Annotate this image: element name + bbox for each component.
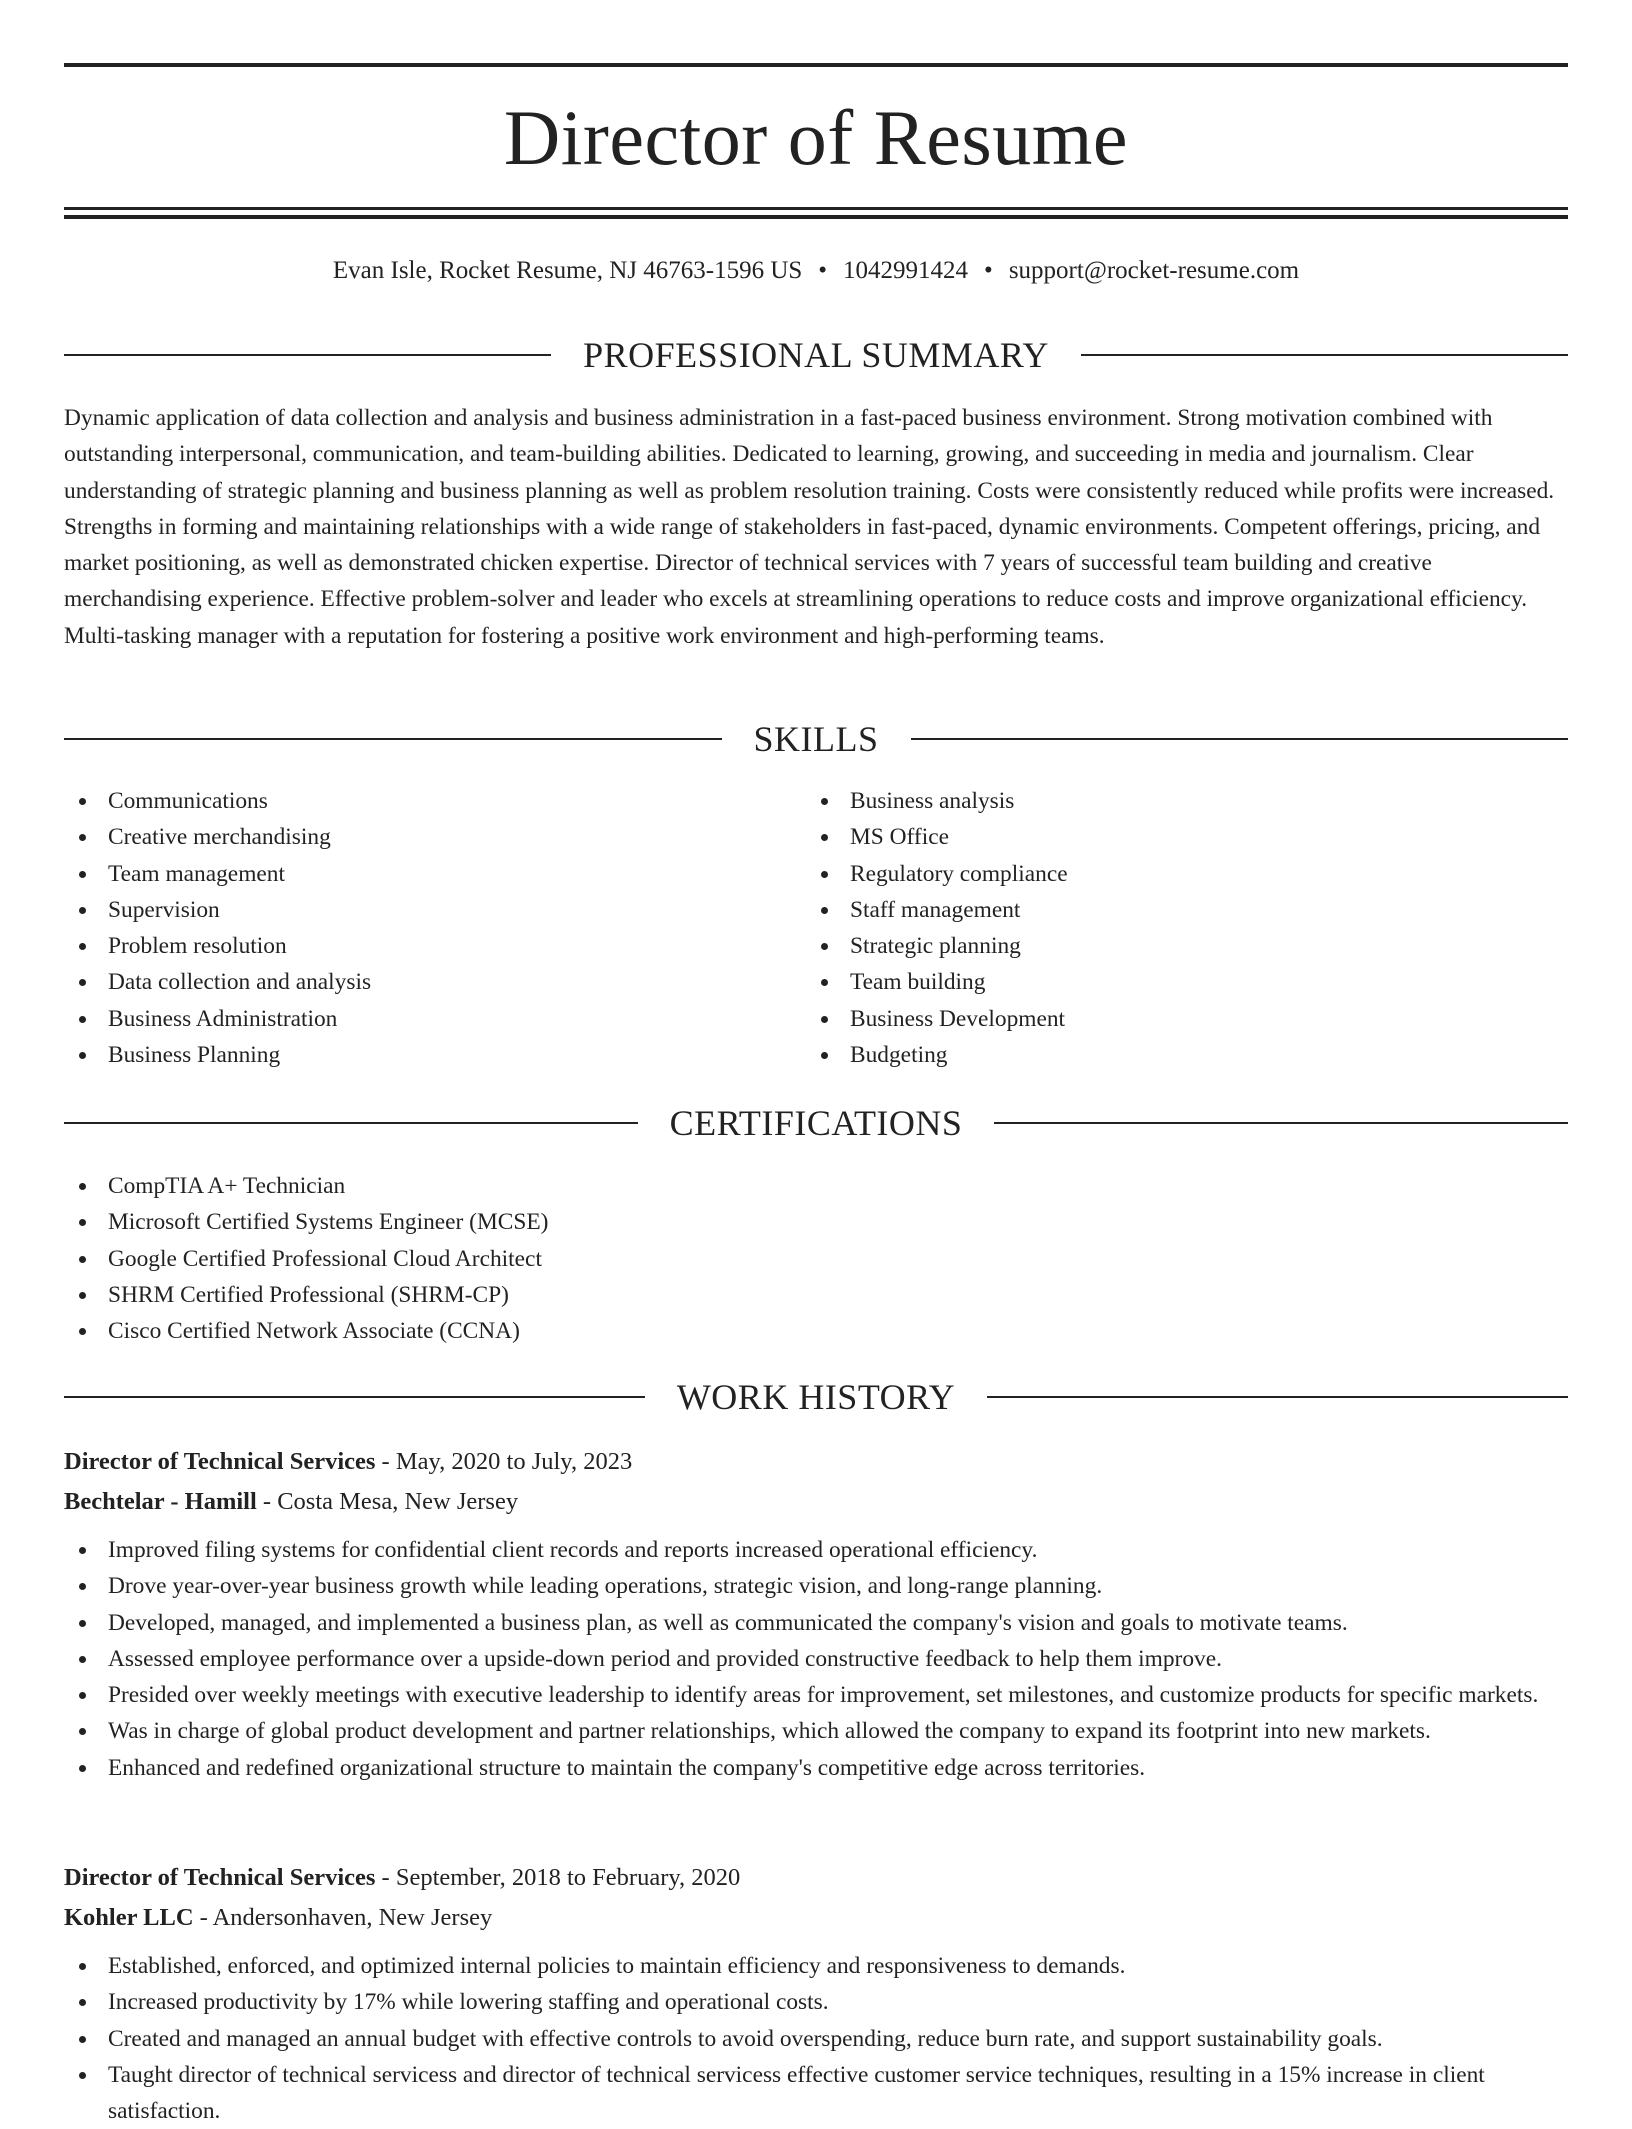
job-bullet: Improved filing systems for confidential client records and reports increased operational efficiency. — [64, 1532, 1568, 1568]
job-entry — [64, 1442, 1568, 1786]
section-rule — [64, 1122, 638, 1124]
certifications-list — [64, 1168, 1568, 1349]
skills-column-right — [806, 783, 1546, 1073]
section-title: SKILLS — [753, 719, 879, 759]
job-bullets — [64, 1532, 1568, 1786]
certification-item: SHRM Certified Professional (SHRM-CP) — [64, 1277, 1568, 1313]
contact-email: support@rocket-resume.com — [1008, 257, 1300, 284]
job-bullet: Established, enforced, and optimized internal policies to maintain efficiency and responsiveness to demands. — [64, 1948, 1568, 1984]
skill-item: Data collection and analysis — [64, 964, 804, 1000]
job-bullet: Presided over weekly meetings with executive leadership to identify areas for improvement, set milestones, and customize products for specific markets. — [64, 1677, 1568, 1713]
job-bullet: Assessed employee performance over a upside-down period and provided constructive feedback to help them improve. — [64, 1641, 1568, 1677]
skill-item: Staff management — [806, 892, 1546, 928]
job-bullet: Increased productivity by 17% while lowering staffing and operational costs. — [64, 1984, 1568, 2020]
section-header-work-history — [64, 1375, 1568, 1419]
skills-list-right — [806, 783, 1546, 1073]
skill-item: Strategic planning — [806, 928, 1546, 964]
contact-address: Evan Isle, Rocket Resume, NJ 46763-1596 US — [332, 257, 803, 284]
skill-item: Communications — [64, 783, 804, 819]
section-rule — [987, 1396, 1568, 1398]
skill-item: Supervision — [64, 892, 804, 928]
job-title: Director of Technical Services — [64, 1448, 376, 1475]
skill-item: Budgeting — [806, 1037, 1546, 1073]
job-company-line — [64, 1482, 1568, 1522]
job-company: Bechtelar - Hamill — [64, 1488, 257, 1515]
skill-item: MS Office — [806, 819, 1546, 855]
job-company-line — [64, 1898, 1568, 1938]
job-bullet: Created and managed an annual budget with effective controls to avoid overspending, reduce burn rate, and support sustainability goals. — [64, 2021, 1568, 2057]
certification-item: Google Certified Professional Cloud Architect — [64, 1241, 1568, 1277]
skill-item: Business Planning — [64, 1037, 804, 1073]
resume-name: Director of Resume — [503, 94, 1129, 181]
section-title: PROFESSIONAL SUMMARY — [583, 335, 1049, 375]
summary-text: Dynamic application of data collection and analysis and business administration in a fast-paced business environment. Strong motivation combined with outstanding interpersonal, communication, and team-building abilities. Dedicated to learning, growing, and succeeding in media and journalism. Clear understanding of strategic planning and business planning as well as problem resolution training. Costs were consistently reduced while profits were increased. Strengths in forming and maintaining relationships with a wide range of stakeholders in fast-paced, dynamic environments. Competent offerings, pricing, and market positioning, as well as demonstrated chicken expertise. Director of technical services with 7 years of successful team building and creative merchandising experience. Effective problem-solver and leader who excels at streamlining operations to reduce costs and improve organizational efficiency. Multi-tasking manager with a reputation for fostering a positive work environment and high-performing teams. — [64, 405, 1555, 649]
section-rule — [1081, 354, 1568, 356]
section-rule — [64, 354, 551, 356]
job-bullet: Drove year-over-year business growth while leading operations, strategic vision, and long-range planning. — [64, 1568, 1568, 1604]
job-bullet: Was in charge of global product development and partner relationships, which allowed the company to expand its footprint into new markets. — [64, 1713, 1568, 1749]
certification-item: Microsoft Certified Systems Engineer (MCSE) — [64, 1204, 1568, 1240]
skill-item: Business analysis — [806, 783, 1546, 819]
job-bullet: Taught director of technical servicess and director of technical servicess effective customer service techniques, resulting in a 15% increase in client satisfaction. — [64, 2057, 1568, 2129]
certification-item: CompTIA A+ Technician — [64, 1168, 1568, 1204]
header-rule-lower — [64, 215, 1568, 219]
skill-item: Team management — [64, 856, 804, 892]
skills-column-left — [64, 783, 804, 1073]
section-rule — [64, 738, 722, 740]
header-rule-upper — [64, 207, 1568, 210]
skill-item: Problem resolution — [64, 928, 804, 964]
section-rule — [911, 738, 1569, 740]
job-location: - Andersonhaven, New Jersey — [199, 1904, 493, 1931]
section-title: CERTIFICATIONS — [669, 1103, 963, 1143]
contact-line — [64, 253, 1568, 289]
job-title-line — [64, 1442, 1568, 1482]
skills-list-left — [64, 783, 804, 1073]
section-header-skills — [64, 717, 1568, 761]
section-header-certifications — [64, 1101, 1568, 1145]
section-rule — [994, 1122, 1568, 1124]
job-location: - Costa Mesa, New Jersey — [262, 1488, 519, 1515]
skill-item: Team building — [806, 964, 1546, 1000]
section-rule — [64, 1396, 645, 1398]
certifications-list-wrap — [64, 1168, 1568, 1349]
skill-item: Business Development — [806, 1001, 1546, 1037]
certification-item: Cisco Certified Network Associate (CCNA) — [64, 1313, 1568, 1349]
job-entry — [64, 1858, 1568, 2129]
job-company: Kohler LLC — [64, 1904, 194, 1931]
contact-separator: • — [984, 257, 993, 284]
job-bullet: Developed, managed, and implemented a business plan, as well as communicated the company's vision and goals to motivate teams. — [64, 1605, 1568, 1641]
contact-separator: • — [818, 257, 828, 284]
contact-phone: 1042991424 — [843, 257, 969, 284]
job-bullets — [64, 1948, 1568, 2129]
job-bullet: Enhanced and redefined organizational structure to maintain the company's competitive edge across territories. — [64, 1750, 1568, 1786]
job-dates: - September, 2018 to February, 2020 — [381, 1864, 741, 1891]
job-dates: - May, 2020 to July, 2023 — [381, 1448, 633, 1475]
section-header-summary — [64, 333, 1568, 377]
skill-item: Regulatory compliance — [806, 856, 1546, 892]
skill-item: Business Administration — [64, 1001, 804, 1037]
skill-item: Creative merchandising — [64, 819, 804, 855]
job-title-line — [64, 1858, 1568, 1898]
top-rule — [64, 63, 1568, 67]
job-title: Director of Technical Services — [64, 1864, 376, 1891]
section-title: WORK HISTORY — [676, 1377, 956, 1417]
